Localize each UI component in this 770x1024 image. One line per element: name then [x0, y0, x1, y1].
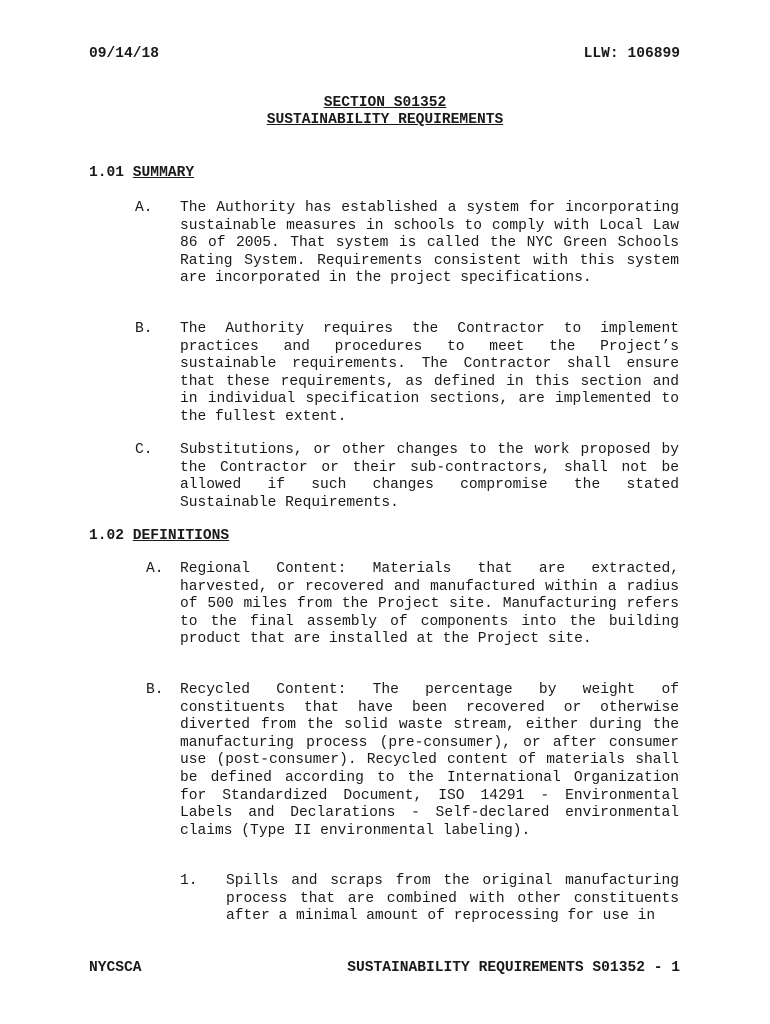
summary-item-c: Substitutions, or other changes to the work proposed by the Contractor or their sub-contractors, shall not be allowed if such changes compromise the stated Sustainable Requirements. — [180, 442, 679, 511]
footer-org: NYCSCA — [89, 960, 142, 976]
definition-subitem-1: Spills and scraps from the original manufacturing process that are combined with other constituents after a minimal amount of reprocessing for use in — [226, 873, 679, 925]
section-name-title: SUSTAINABILITY REQUIREMENTS — [266, 112, 504, 128]
header-date: 09/14/18 — [89, 46, 160, 62]
section-number: 1.02 — [89, 528, 125, 544]
item-marker: B. — [135, 321, 153, 337]
item-marker: B. — [146, 682, 164, 698]
definition-item-a: Regional Content: Materials that are extracted, harvested, or recovered and manufactured within a radius of 500 miles from the Project site. Manufacturing refers to the final assembly of components into the building product that are installed at the Project site. — [180, 561, 679, 648]
section-number: 1.01 — [89, 165, 125, 181]
summary-item-a: The Authority has established a system for incorporating sustainable measures in schools to comply with Local Law 86 of 2005. That system is called the NYC Green Schools Rating System. Requirements consistent with this system are incorporated in the project specifications. — [180, 200, 679, 287]
section-number-title: SECTION S01352 — [323, 95, 447, 111]
definition-item-b: Recycled Content: The percentage by weight of constituents that have been recovered or otherwise diverted from the solid waste stream, either during the manufacturing process (pre-consumer), or after consumer use (post-consumer). Recycled content of materials shall be defined according to the International Organization for Standardized Document, ISO 14291 - Environmental Labels and Declarations - Self-declared environmental claims (Type II environmental labeling). — [180, 682, 679, 839]
footer-page-label: SUSTAINABILITY REQUIREMENTS S01352 - 1 — [347, 960, 680, 976]
item-marker: A. — [146, 561, 164, 577]
subitem-marker: 1. — [180, 873, 198, 889]
header-code: LLW: 106899 — [583, 46, 680, 62]
item-marker: A. — [135, 200, 153, 216]
section-heading-text: SUMMARY — [132, 165, 195, 181]
section-heading-definitions — [89, 528, 229, 544]
section-heading-summary — [89, 165, 194, 181]
section-heading-text: DEFINITIONS — [132, 528, 230, 544]
summary-item-b: The Authority requires the Contractor to implement practices and procedures to meet the Project’s sustainable requirements. The Contractor shall ensure that these requirements, as defined in this section and in individual specification sections, are implemented to the fullest extent. — [180, 321, 679, 425]
item-marker: C. — [135, 442, 153, 458]
